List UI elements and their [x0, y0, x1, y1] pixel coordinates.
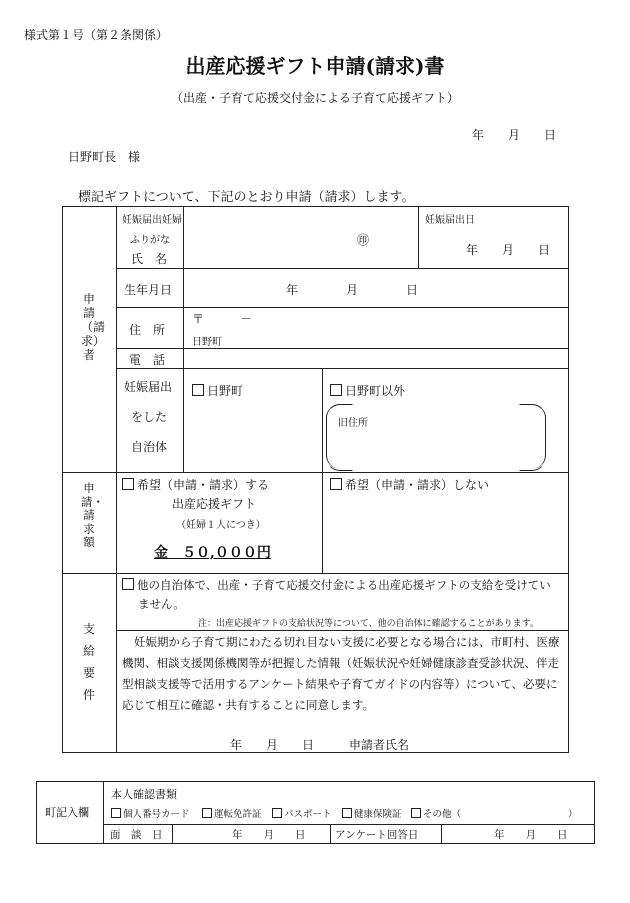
seal-mark: ㊞ — [357, 233, 370, 247]
doc-other[interactable]: その他（ — [411, 806, 461, 820]
application-date[interactable]: 年 月 日 — [472, 128, 557, 142]
doc-license[interactable]: 運転免許証 — [202, 806, 262, 820]
option-want[interactable]: 希望（申請・請求）する — [122, 476, 269, 493]
checkbox-requirement[interactable] — [122, 578, 134, 590]
checkbox-want[interactable] — [122, 478, 134, 490]
municipality-label-3: 自治体 — [131, 440, 168, 454]
municipality-label-1: 妊娠届出 — [124, 380, 173, 394]
gift-name: 出産応援ギフト — [172, 497, 257, 511]
option-hino[interactable]: 日野町 — [192, 382, 243, 399]
survey-date[interactable]: 年 月 日 — [494, 829, 568, 841]
requirement-note: 注：出産応援ギフトの支給状況等について、他の自治体に確認することがあります。 — [198, 619, 539, 629]
option-not-want[interactable]: 希望（申請・請求）しない — [330, 476, 489, 493]
address-label: 住 所 — [129, 323, 166, 337]
addressee: 日野町長 様 — [68, 150, 141, 164]
checkbox-my-number[interactable] — [111, 808, 121, 818]
requirements-section-label: 支給要件 — [82, 622, 95, 702]
address-town[interactable]: 日野町 — [192, 337, 222, 348]
old-address-label: 旧住所 — [338, 418, 368, 429]
pregnant-label: 妊娠届出妊婦 — [122, 215, 182, 226]
id-docs-title: 本人確認書類 — [111, 788, 177, 801]
survey-label: アンケート回答日 — [335, 829, 419, 841]
interview-date[interactable]: 年 月 日 — [232, 829, 306, 841]
checkbox-other-doc[interactable] — [411, 808, 421, 818]
form-number: 様式第１号（第２条関係） — [24, 28, 169, 42]
birthdate-field[interactable]: 年 月 日 — [286, 283, 419, 297]
page-title: 出産応援ギフト申請(請求)書 — [185, 54, 445, 78]
page-subtitle: （出産・子育て応援交付金による子育て応援ギフト） — [170, 91, 459, 105]
phone-field[interactable] — [184, 349, 567, 367]
checkbox-passport[interactable] — [272, 808, 282, 818]
name-field[interactable] — [184, 207, 417, 267]
option-other[interactable]: 日野町以外 — [330, 382, 405, 399]
amount-section-label: 申請・請求額 — [81, 481, 104, 549]
name-label: 氏 名 — [131, 252, 168, 266]
interview-label: 面 談 日 — [110, 829, 163, 841]
consent-text: 妊娠期から子育て期にわたる切れ目ない支援に必要となる場合には、市町村、医療機関、相談支援関係機関等が把握した情報（妊娠状況や妊婦健康診査受診状況、伴走型相談支援等で活用するアンケート結果や子育てガイドの内容等）について、必要に応じて相互に確認・共有することに同意します。 — [122, 635, 560, 712]
requirement-check-line-1[interactable]: 他の自治体で、出産・子育て応援交付金による出産応援ギフトの支給を受けてい — [122, 577, 551, 593]
birthdate-label: 生年月日 — [124, 283, 173, 297]
applicant-section-label: 申請（請求）者 — [81, 292, 106, 362]
doc-passport[interactable]: パスポート — [272, 806, 332, 820]
intro-text: 標記ギフトについて、下記のとおり申請（請求）します。 — [78, 190, 415, 205]
gift-per-person: （妊婦１人につき） — [176, 520, 266, 531]
pregnancy-date-field[interactable]: 年 月 日 — [466, 243, 551, 257]
postal-code-field[interactable]: 〒 － — [192, 312, 253, 326]
doc-other-close: ） — [568, 809, 578, 820]
applicant-signature-label: 申請者氏名 — [349, 738, 410, 752]
checkbox-not-want[interactable] — [330, 478, 342, 490]
phone-label: 電 話 — [129, 353, 166, 367]
municipality-label-2: をした — [131, 410, 168, 424]
checkbox-hino[interactable] — [192, 384, 204, 396]
office-use-label: 町記入欄 — [45, 806, 89, 819]
doc-insurance[interactable]: 健康保険証 — [342, 806, 402, 820]
sign-date[interactable]: 年 月 日 — [230, 738, 315, 752]
requirement-check-line-2: ません。 — [138, 597, 185, 611]
checkbox-other[interactable] — [330, 384, 342, 396]
checkbox-license[interactable] — [202, 808, 212, 818]
checkbox-insurance[interactable] — [342, 808, 352, 818]
pregnancy-date-label: 妊娠届出日 — [425, 215, 475, 226]
gift-amount: 金 ５０,０００円 — [154, 545, 271, 561]
doc-my-number[interactable]: 個人番号カード — [111, 806, 190, 820]
furigana-label: ふりがな — [130, 235, 170, 246]
